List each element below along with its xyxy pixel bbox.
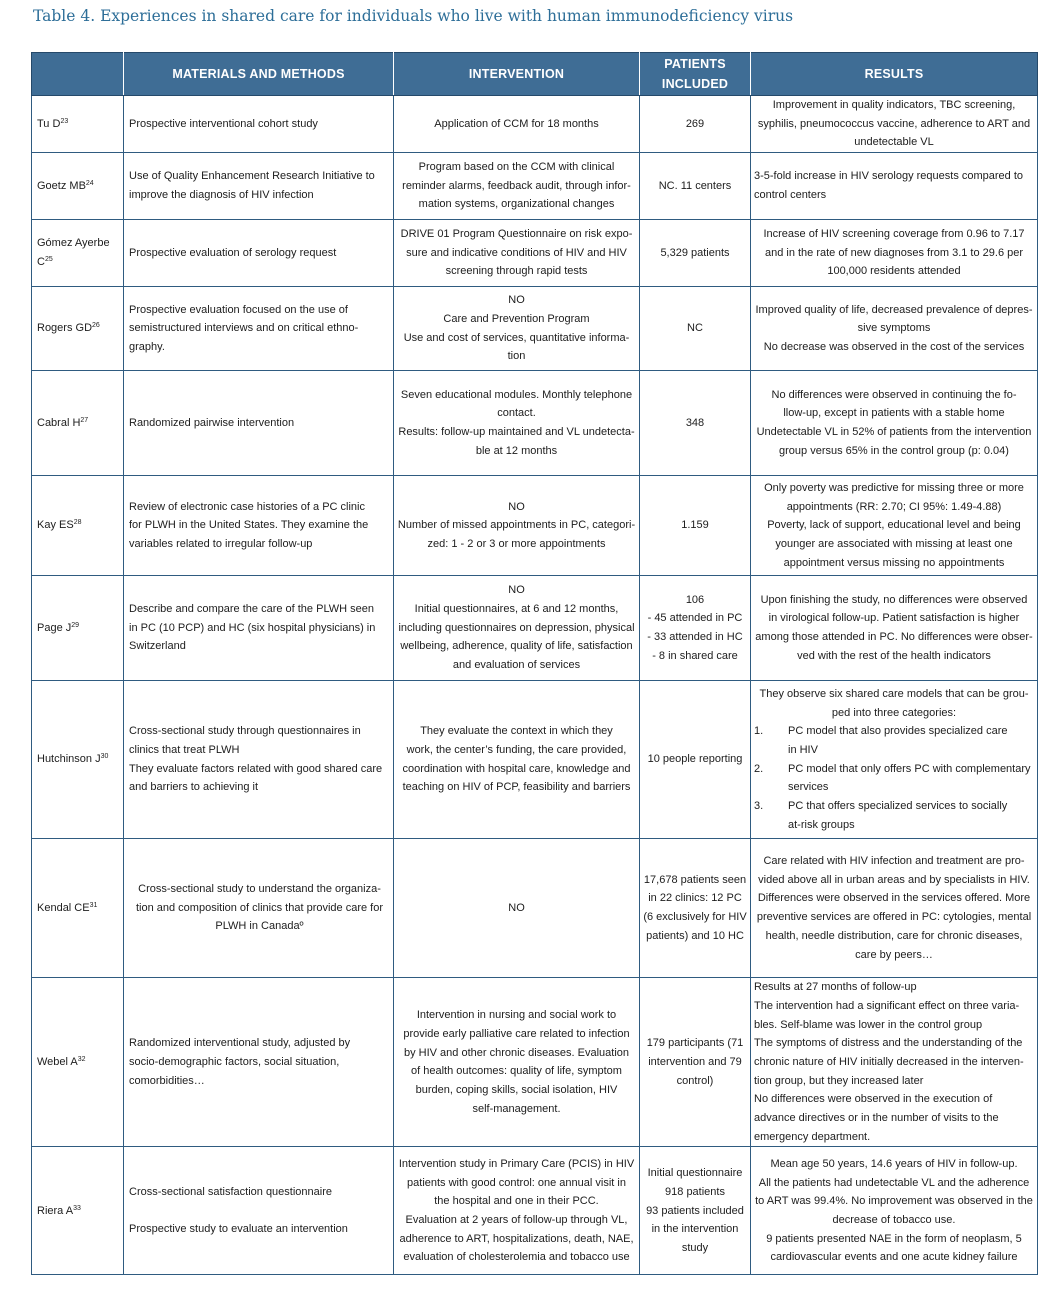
cell-line: NC. 11 centers bbox=[658, 179, 732, 192]
cell-line: Intervention in nursing and social work to bbox=[416, 1009, 617, 1022]
cell-line: and barriers to achieving it bbox=[129, 781, 259, 794]
results-intro: They observe six shared care models that can be grou- bbox=[759, 687, 1029, 700]
cell-line: and evaluation of services bbox=[452, 659, 581, 672]
cell-line: at-risk groups bbox=[788, 818, 855, 831]
intervention-cell bbox=[394, 96, 640, 153]
cell-line: PLWH in Canadaº bbox=[215, 920, 304, 933]
intervention-cell bbox=[394, 839, 640, 978]
cell-line: Randomized pairwise intervention bbox=[129, 416, 295, 429]
cell-line bbox=[129, 1202, 390, 1221]
cell-line: Cross-sectional study to understand the organiza- bbox=[138, 883, 381, 896]
cell-line: Mean age 50 years, 14.6 years of HIV in follow-up. bbox=[770, 1157, 1018, 1170]
table-row bbox=[32, 287, 1038, 371]
cell-line: in 22 clinics: 12 PC bbox=[648, 892, 742, 905]
author-cell bbox=[32, 96, 124, 153]
cell-line: - 8 in shared care bbox=[652, 649, 738, 662]
cell-line: Differences were observed in the services offered. More bbox=[757, 892, 1031, 905]
methods-cell bbox=[124, 978, 394, 1147]
author-cell bbox=[32, 1147, 124, 1275]
results-cell bbox=[751, 371, 1038, 476]
cell-line: syphilis, pneumococcus vaccine, adherence to ART and bbox=[757, 117, 1031, 130]
author-cell bbox=[32, 576, 124, 681]
reference-number: 28 bbox=[73, 519, 82, 527]
cell-line: llow-up, except in patients with a stable home bbox=[783, 407, 1005, 420]
cell-line: including questionnaires on depression, physical bbox=[398, 621, 635, 634]
cell-line: to ART was 99.4%. No improvement was observed in the bbox=[755, 1195, 1033, 1208]
reference-number: 26 bbox=[92, 322, 100, 330]
cell-line: Upon finishing the study, no differences were observed bbox=[760, 593, 1028, 606]
cell-line: ved with the rest of the health indicators bbox=[797, 649, 991, 662]
table-title: Table 4. Experiences in shared care for individuals who live with human immunodeficiency virus bbox=[33, 7, 794, 25]
cell-line: socio-demographic factors, social situation, bbox=[129, 1055, 340, 1068]
cell-line: Switzerland bbox=[129, 640, 186, 653]
cell-line: DRIVE 01 Program Questionnaire on risk expo- bbox=[400, 228, 633, 241]
author-cell bbox=[32, 153, 124, 220]
cell-line: NO bbox=[508, 500, 525, 513]
list-number: 2. bbox=[754, 762, 764, 775]
results-list-item bbox=[754, 797, 1034, 834]
author-name: Rogers GD bbox=[37, 322, 93, 335]
cell-line: No decrease was observed in the cost of the services bbox=[763, 340, 1025, 353]
cell-line: Use and cost of services, quantitative informa- bbox=[403, 331, 630, 344]
cell-line: group versus 65% in the control group (p: 0.04) bbox=[779, 444, 1009, 457]
cell-line: No differences were observed in the execution of bbox=[754, 1093, 993, 1106]
cell-line: The symptoms of distress and the understanding of the bbox=[754, 1037, 1023, 1050]
cell-line: Review of electronic case histories of a PC clinic bbox=[129, 500, 365, 513]
cell-line: cardiovascular events and one acute kidney failure bbox=[770, 1251, 1018, 1264]
author-name: Webel A bbox=[37, 1055, 78, 1068]
cell-line: NO bbox=[508, 584, 525, 597]
cell-line: Increase of HIV screening coverage from 0.96 to 7.17 bbox=[763, 228, 1025, 241]
header-patients-line1: PATIENTS bbox=[664, 57, 726, 71]
cell-line: Improved quality of life, decreased prevalence of depres- bbox=[755, 303, 1033, 316]
methods-cell bbox=[124, 371, 394, 476]
author-name: Cabral H bbox=[37, 416, 81, 429]
header-results: RESULTS bbox=[751, 53, 1038, 96]
cell-line: tion group, but they increased later bbox=[754, 1074, 924, 1087]
patients-cell bbox=[640, 476, 751, 576]
methods-cell bbox=[124, 1147, 394, 1275]
author-name: Riera A bbox=[37, 1204, 74, 1217]
cell-line: evaluation of cholesterolemia and tobacco use bbox=[403, 1251, 630, 1264]
cell-line: PC model that also provides specialized care bbox=[788, 725, 1008, 738]
cell-line: tion and composition of clinics that provide care for bbox=[135, 901, 384, 914]
patients-cell bbox=[640, 96, 751, 153]
results-cell bbox=[751, 1147, 1038, 1275]
cell-line: 348 bbox=[685, 416, 705, 429]
list-text bbox=[788, 797, 1007, 834]
cell-line: coordination with hospital care, knowledge and bbox=[402, 762, 631, 775]
cell-line: 3-5-fold increase in HIV serology requests compared to bbox=[754, 170, 1024, 183]
cell-line: They evaluate the context in which they bbox=[420, 725, 613, 738]
results-cell bbox=[751, 576, 1038, 681]
cell-line: NO bbox=[508, 901, 525, 914]
cell-line: Undetectable VL in 52% of patients from the intervention bbox=[756, 426, 1032, 439]
cell-line: zed: 1 - 2 or 3 or more appointments bbox=[427, 537, 606, 550]
reference-number: 30 bbox=[100, 753, 109, 761]
cell-line: preventive services are offered in PC: cytologies, mental bbox=[756, 911, 1032, 924]
intervention-cell bbox=[394, 476, 640, 576]
cell-line: vided above all in urban areas and by specialists in HIV. bbox=[758, 873, 1030, 886]
cell-line: graphy. bbox=[129, 340, 165, 353]
patients-cell bbox=[640, 220, 751, 287]
cell-line: 106 bbox=[685, 593, 705, 606]
author-cell bbox=[32, 287, 124, 371]
patients-cell bbox=[640, 576, 751, 681]
author-cell bbox=[32, 978, 124, 1147]
intervention-cell bbox=[394, 978, 640, 1147]
cell-line: for PLWH in the United States. They examine the bbox=[129, 519, 369, 532]
cell-line: advance directives or in the number of visits to the bbox=[754, 1112, 999, 1125]
results-list-item bbox=[754, 722, 1034, 759]
table-body bbox=[32, 96, 1038, 1275]
cell-line: Seven educational modules. Monthly telephone bbox=[400, 388, 633, 401]
cell-line: decrease of tobacco use. bbox=[832, 1213, 956, 1226]
cell-line: appointments (RR: 2.70; CI 95%: 1.49-4.88) bbox=[786, 500, 1002, 513]
cell-line: Prospective interventional cohort study bbox=[129, 117, 318, 130]
cell-line: younger are associated with missing at least one bbox=[775, 537, 1013, 550]
table-row bbox=[32, 1147, 1038, 1275]
table-row bbox=[32, 978, 1038, 1147]
cell-line: provide early palliative care related to infection bbox=[403, 1027, 630, 1040]
header-patients bbox=[640, 53, 751, 96]
cell-line: the hospital and one in their PCC. bbox=[434, 1195, 599, 1208]
results-cell bbox=[751, 476, 1038, 576]
table-row bbox=[32, 576, 1038, 681]
cell-line: reminder alarms, feedback audit, through infor- bbox=[402, 179, 631, 192]
cell-line: Use of Quality Enhancement Research Initiative to bbox=[129, 170, 375, 183]
intervention-cell bbox=[394, 681, 640, 839]
cell-line: burden, coping skills, social isolation, HIV bbox=[415, 1083, 618, 1096]
cell-line: work, the center’s funding, the care provided, bbox=[406, 743, 627, 756]
cell-line: All the patients had undetectable VL and the adherence bbox=[758, 1176, 1030, 1189]
cell-line: Improvement in quality indicators, TBC screening, bbox=[772, 99, 1016, 111]
author-name: Kendal CE bbox=[37, 901, 90, 914]
results-list-item bbox=[754, 760, 1034, 797]
cell-line: Results at 27 months of follow-up bbox=[754, 981, 917, 994]
reference-number: 24 bbox=[85, 179, 94, 187]
cell-line: wellbeing, adherence, quality of life, satisfaction bbox=[400, 640, 633, 653]
cell-line: Cross-sectional satisfaction questionnaire bbox=[129, 1185, 332, 1198]
intervention-cell bbox=[394, 1147, 640, 1275]
author-cell bbox=[32, 476, 124, 576]
cell-line: 9 patients presented NAE in the form of neoplasm, 5 bbox=[766, 1232, 1022, 1245]
header-patients-line2: INCLUDED bbox=[661, 77, 729, 91]
cell-line: services bbox=[788, 781, 829, 794]
intervention-cell bbox=[394, 371, 640, 476]
cell-line: 918 patients bbox=[665, 1185, 725, 1198]
reference-number: 29 bbox=[71, 621, 80, 629]
cell-line: bles. Self-blame was lower in the control group bbox=[754, 1018, 983, 1031]
cell-line: Prospective evaluation focused on the use of bbox=[129, 303, 348, 316]
reference-number: 33 bbox=[73, 1204, 81, 1212]
cell-line: patients with good control: one annual visit in bbox=[407, 1176, 626, 1189]
cell-line: The intervention had a significant effect on three varia- bbox=[754, 999, 1020, 1012]
reference-number: 32 bbox=[77, 1055, 86, 1063]
cell-line: Only poverty was predictive for missing three or more bbox=[764, 481, 1024, 494]
cell-line: in PC (10 PCP) and HC (six hospital physicians) in bbox=[129, 621, 376, 634]
cell-line: by HIV and other chronic diseases. Evaluation bbox=[403, 1046, 630, 1059]
results-cell bbox=[751, 839, 1038, 978]
cell-line: ble at 12 months bbox=[475, 444, 558, 457]
cell-line: sure and indicative conditions of HIV and HIV bbox=[406, 246, 627, 259]
author-name: Tu D bbox=[37, 117, 61, 130]
patients-cell bbox=[640, 287, 751, 371]
cell-line: NO bbox=[508, 294, 525, 307]
cell-line: in HIV bbox=[788, 743, 818, 756]
patients-cell bbox=[640, 1147, 751, 1275]
header-row bbox=[32, 53, 1038, 96]
methods-cell bbox=[124, 287, 394, 371]
patients-cell bbox=[640, 978, 751, 1147]
table-row bbox=[32, 681, 1038, 839]
author-cell bbox=[32, 681, 124, 839]
cell-line: 1.159 bbox=[681, 519, 709, 532]
methods-cell bbox=[124, 476, 394, 576]
cell-line: Intervention study in Primary Care (PCIS) in HIV bbox=[398, 1157, 635, 1170]
author-name: Goetz MB bbox=[37, 179, 86, 192]
cell-line: study bbox=[681, 1241, 709, 1254]
cell-line: care by peers… bbox=[855, 948, 933, 961]
cell-line: (6 exclusively for HIV bbox=[643, 911, 747, 924]
cell-line: Application of CCM for 18 months bbox=[434, 117, 599, 130]
author-cell bbox=[32, 839, 124, 978]
results-cell bbox=[751, 96, 1038, 153]
cell-line: Randomized interventional study, adjusted by bbox=[129, 1037, 351, 1050]
intervention-cell bbox=[394, 287, 640, 371]
cell-line: Prospective evaluation of serology request bbox=[129, 246, 337, 259]
cell-line: Care related with HIV infection and treatment are pro- bbox=[763, 855, 1025, 867]
table-row bbox=[32, 220, 1038, 287]
author-cell bbox=[32, 220, 124, 287]
cell-line: Poverty, lack of support, educational level and being bbox=[767, 519, 1021, 532]
table-row bbox=[32, 839, 1038, 978]
table-row bbox=[32, 476, 1038, 576]
cell-line: teaching on HIV of PCP, feasibility and barriers bbox=[402, 781, 631, 794]
results-cell bbox=[751, 220, 1038, 287]
cell-line: undetectable VL bbox=[854, 136, 934, 149]
patients-cell bbox=[640, 839, 751, 978]
cell-line: sive symptoms bbox=[857, 322, 931, 335]
intervention-cell bbox=[394, 576, 640, 681]
table-row bbox=[32, 96, 1038, 153]
cell-line: tion bbox=[507, 350, 526, 363]
methods-cell bbox=[124, 839, 394, 978]
cell-line: 10 people reporting bbox=[647, 753, 743, 766]
cell-line: Results: follow-up maintained and VL undetecta- bbox=[398, 426, 635, 439]
cell-line: 179 participants (71 bbox=[646, 1037, 744, 1050]
results-intro: ped into three categories: bbox=[831, 706, 957, 719]
table-row bbox=[32, 371, 1038, 476]
cell-line: Program based on the CCM with clinical bbox=[418, 161, 615, 174]
cell-line: NC bbox=[687, 322, 703, 335]
list-text bbox=[788, 722, 1008, 759]
cell-line: screening through rapid tests bbox=[445, 265, 588, 278]
methods-cell bbox=[124, 96, 394, 153]
cell-line: Cross-sectional study through questionnaires in bbox=[129, 725, 361, 738]
cell-line: in the intervention bbox=[651, 1223, 739, 1236]
table-row bbox=[32, 153, 1038, 220]
author-name: Kay ES bbox=[37, 519, 74, 532]
reference-number: 27 bbox=[80, 416, 89, 424]
cell-line: They evaluate factors related with good shared care bbox=[129, 762, 383, 775]
cell-line: 269 bbox=[685, 117, 705, 130]
cell-line: control centers bbox=[754, 189, 827, 202]
cell-line: patients) and 10 HC bbox=[646, 929, 744, 942]
cell-line: in virological follow-up. Patient satisfaction is higher bbox=[768, 612, 1020, 625]
cell-line: No differences were observed in continuing the fo- bbox=[771, 388, 1017, 401]
list-number: 3. bbox=[754, 800, 764, 813]
list-text bbox=[788, 760, 1031, 797]
cell-line: Prospective study to evaluate an intervention bbox=[129, 1223, 348, 1236]
shared-care-table bbox=[31, 52, 1038, 1275]
cell-line: of health outcomes: quality of life, symptom bbox=[411, 1065, 622, 1078]
patients-cell bbox=[640, 371, 751, 476]
header-intervention: INTERVENTION bbox=[394, 53, 640, 96]
cell-line: Number of missed appointments in PC, categori- bbox=[397, 519, 636, 532]
cell-line: - 45 attended in PC bbox=[647, 612, 743, 625]
results-cell bbox=[751, 681, 1038, 839]
cell-line: PC that offers specialized services to socially bbox=[788, 800, 1008, 813]
cell-line: 5,329 patients bbox=[660, 246, 730, 259]
cell-line: adherence to ART, hospitalizations, death, NAE, bbox=[399, 1232, 634, 1245]
cell-line: improve the diagnosis of HIV infection bbox=[129, 189, 314, 202]
reference-number: 25 bbox=[44, 256, 53, 264]
cell-line: 17,678 patients seen bbox=[643, 873, 747, 886]
results-cell bbox=[751, 287, 1038, 371]
cell-line: 93 patients included bbox=[646, 1204, 744, 1217]
cell-line: among those attended in PC. No differences were obser- bbox=[755, 631, 1033, 644]
author-cell bbox=[32, 371, 124, 476]
cell-line: chronic nature of HIV initially decreased in the interven- bbox=[754, 1055, 1024, 1068]
cell-line: control) bbox=[676, 1074, 714, 1087]
methods-cell bbox=[124, 220, 394, 287]
cell-line: variables related to irregular follow-up bbox=[129, 537, 313, 550]
cell-line: semistructured interviews and on critical ethno- bbox=[129, 322, 359, 335]
cell-line: PC model that only offers PC with complementary bbox=[788, 762, 1031, 775]
methods-cell bbox=[124, 681, 394, 839]
cell-line: clinics that treat PLWH bbox=[129, 743, 240, 756]
cell-line: Initial questionnaire bbox=[647, 1167, 743, 1180]
intervention-cell bbox=[394, 153, 640, 220]
cell-line: 100,000 residents attended bbox=[827, 265, 961, 278]
methods-cell bbox=[124, 153, 394, 220]
cell-line: emergency department. bbox=[754, 1130, 871, 1143]
cell-line: - 33 attended in HC bbox=[647, 631, 743, 644]
author-name: Hutchinson J bbox=[37, 753, 101, 766]
cell-line: health, needle distribution, care for chronic diseases, bbox=[765, 929, 1023, 942]
reference-number: 31 bbox=[89, 901, 98, 909]
reference-number: 23 bbox=[60, 117, 69, 125]
cell-line: Evaluation at 2 years of follow-up through VL, bbox=[405, 1213, 628, 1226]
patients-cell bbox=[640, 153, 751, 220]
intervention-cell bbox=[394, 220, 640, 287]
cell-line: contact. bbox=[497, 407, 536, 420]
header-methods: MATERIALS AND METHODS bbox=[124, 53, 394, 96]
cell-line: appointment versus missing no appointments bbox=[783, 556, 1005, 569]
cell-line: Care and Prevention Program bbox=[443, 312, 590, 325]
author-name: Gómez Ayerbe C bbox=[37, 237, 110, 269]
cell-line: Initial questionnaires, at 6 and 12 months, bbox=[414, 603, 619, 616]
list-number: 1. bbox=[754, 725, 764, 738]
cell-line: intervention and 79 bbox=[648, 1055, 742, 1068]
results-cell bbox=[751, 153, 1038, 220]
cell-line: self-management. bbox=[472, 1102, 561, 1115]
results-cell bbox=[751, 978, 1038, 1147]
cell-line: comorbidities… bbox=[129, 1074, 205, 1087]
methods-cell bbox=[124, 576, 394, 681]
author-name: Page J bbox=[37, 621, 72, 634]
patients-cell bbox=[640, 681, 751, 839]
cell-line: and in the rate of new diagnoses from 3.1 to 29.6 per bbox=[764, 246, 1024, 259]
header-author bbox=[32, 53, 124, 96]
cell-line: mation systems, organizational changes bbox=[418, 198, 615, 211]
cell-line: Describe and compare the care of the PLWH seen bbox=[129, 603, 374, 616]
